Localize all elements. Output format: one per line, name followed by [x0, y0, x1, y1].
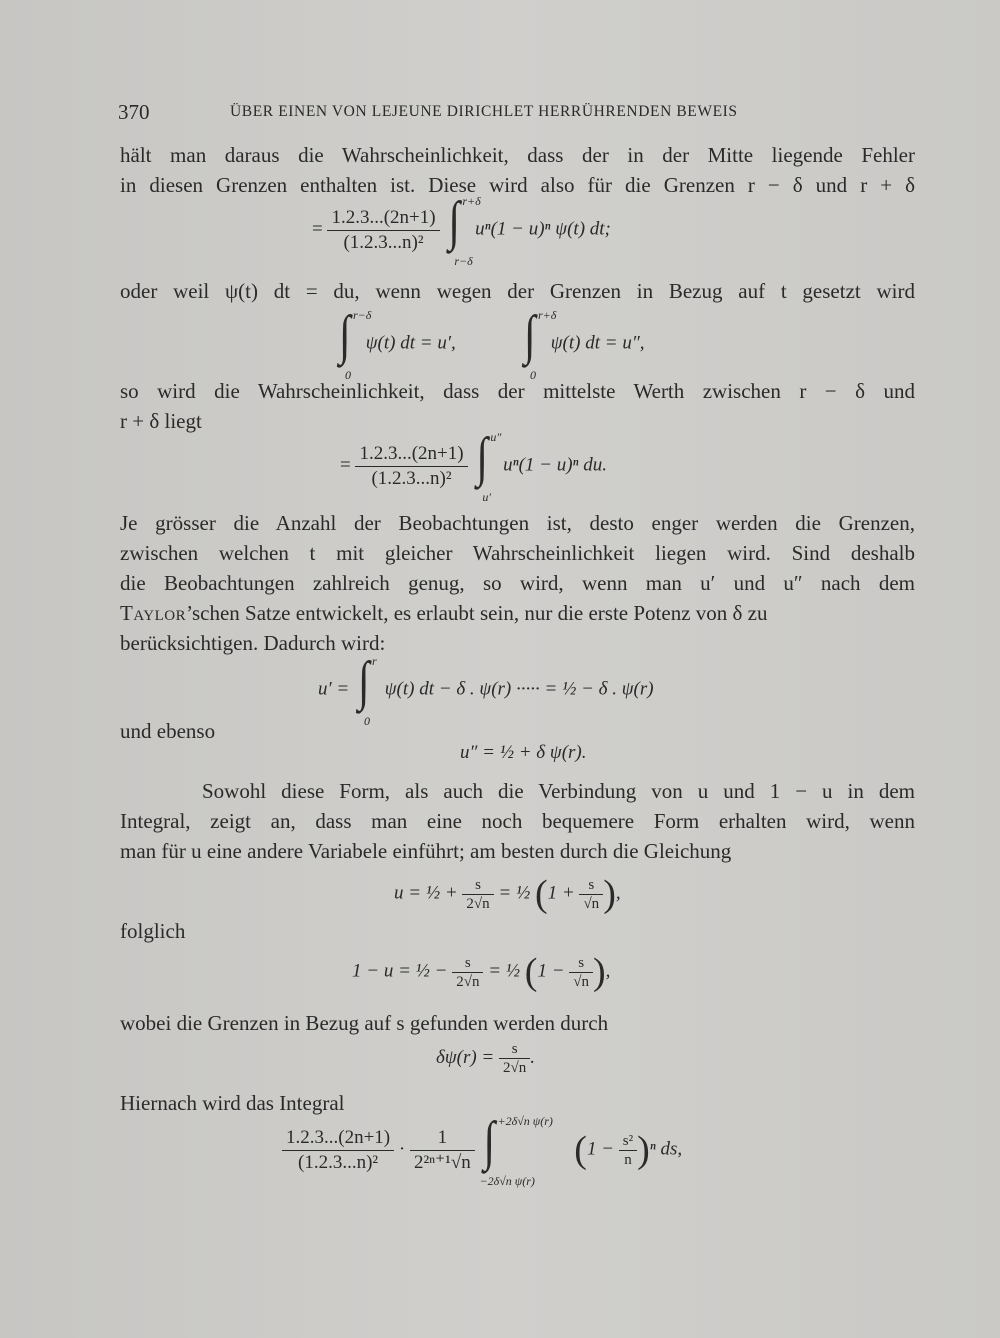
equation-4: u′ = ∫ r 0 ψ(t) dt − δ . ψ(r) ····· = ½ − δ . ψ(r) — [318, 652, 654, 728]
text-line: in diesen Grenzen enthalten ist. Diese wird also für die Grenzen r − δ und r + δ — [120, 173, 915, 197]
integral-sign: ∫ r 0 — [357, 652, 377, 728]
equation-8: δψ(r) = $\frac{s}{2√n}$ . — [436, 1041, 535, 1076]
fraction: $\frac{1}{\text{2²ⁿ⁺¹√n}}$ — [410, 1126, 475, 1175]
text-line: hält man daraus die Wahrscheinlichkeit, dass der in der Mitte liegende Fehler — [120, 143, 915, 167]
integral-sign: ∫ r−δ 0 — [339, 306, 372, 382]
fraction: $\frac{s}{2√n}$ — [452, 954, 483, 991]
text-line: folglich — [120, 919, 186, 943]
text-line: und ebenso — [120, 719, 216, 743]
text-line: so wird die Wahrscheinlichkeit, dass der mittelste Werth zwischen r − δ und — [120, 379, 915, 403]
text-line: r + δ liegt — [120, 409, 202, 433]
running-header — [118, 100, 918, 124]
fraction: $\frac{s}{2√n}$ — [462, 876, 493, 913]
integral-sign: ∫ +2δ√n ψ(r) −2δ√n ψ(r) — [479, 1112, 553, 1188]
text-line: Taylor’schen Satze entwickelt, es erlaubt sein, nur die erste Potenz von δ zu — [120, 601, 768, 625]
fraction: $\frac{s}{√n}$ — [569, 954, 593, 991]
fraction: $\frac{\text{s²}}{n}$ — [619, 1132, 637, 1169]
fraction: $\frac{1.2.3...(2n+1)}{\text{(1.2.3...n)²}}$ — [327, 206, 439, 255]
text-line: Hiernach wird das Integral — [120, 1091, 345, 1115]
integral-sign: ∫ r+δ 0 — [524, 306, 557, 382]
text-line: berücksichtigen. Dadurch wird: — [120, 631, 386, 655]
text-line: Integral, zeigt an, dass man eine noch bequemere Form erhalten wird, wenn — [120, 809, 915, 833]
text-line: Je grösser die Anzahl der Beobachtungen ist, desto enger werden die Grenzen, — [120, 511, 915, 535]
running-title: ÜBER EINEN VON LEJEUNE DIRICHLET HERRÜHRENDEN BEWEIS — [230, 103, 738, 120]
name-taylor: Taylor — [120, 601, 187, 625]
text-line: die Beobachtungen zahlreich genug, so wird, wenn man u′ und u″ nach dem — [120, 571, 915, 595]
text-line: oder weil ψ(t) dt = du, wenn wegen der Grenzen in Bezug auf t gesetzt wird — [120, 279, 915, 303]
equation-5: u″ = ½ + δ ψ(r). — [460, 742, 587, 763]
equation-7: 1 − u = ½ − $\frac{s}{2√n}$ = ½ (1 − $\frac{s}{√n}$ ), — [352, 951, 611, 993]
page-number: 370 — [118, 100, 150, 124]
equation-9: $\frac{1.2.3...(2n+1)}{\text{(1.2.3...n)²}}$ · $\frac{1}{\text{2²ⁿ⁺¹√n}}$ ∫ +2δ√n ψ(r) −2δ√n ψ(r) (1 − $\frac{\text{s²}}{n}$ )ⁿ ds, — [282, 1124, 682, 1176]
equation-2a: ∫ r−δ 0 ψ(t) dt = u′, — [335, 318, 456, 370]
text-line: Sowohl diese Form, als auch die Verbindung von u und 1 − u in dem — [202, 779, 915, 803]
equation-6: u = ½ + $\frac{s}{2√n}$ = ½ (1 + $\frac{s}{√n}$ ), — [394, 873, 621, 915]
text-line: wobei die Grenzen in Bezug auf s gefunden werden durch — [120, 1011, 609, 1035]
fraction: $\frac{s}{√n}$ — [579, 876, 603, 913]
equation-1: = $\frac{1.2.3...(2n+1)}{\text{(1.2.3...n)²}}$ ∫ r+δ r−δ uⁿ(1 − u)ⁿ ψ(t) dt; — [312, 192, 611, 268]
integral-sign: ∫ u″ u′ — [476, 428, 502, 504]
fraction: $\frac{1.2.3...(2n+1)}{\text{(1.2.3...n)²}}$ — [355, 442, 467, 491]
integral-sign: ∫ r+δ r−δ — [448, 192, 481, 268]
fraction: $\frac{s}{2√n}$ — [499, 1040, 530, 1077]
equation-2b: ∫ r+δ 0 ψ(t) dt = u″, — [520, 318, 645, 370]
text-line: zwischen welchen t mit gleicher Wahrscheinlichkeit liegen wird. Sind deshalb — [120, 541, 915, 565]
fraction: $\frac{1.2.3...(2n+1)}{\text{(1.2.3...n)²}}$ — [282, 1126, 394, 1175]
text-line: man für u eine andere Variabele einführt; am besten durch die Gleichung — [120, 839, 732, 863]
equation-3: = $\frac{1.2.3...(2n+1)}{\text{(1.2.3...n)²}}$ ∫ u″ u′ uⁿ(1 − u)ⁿ du. — [340, 428, 608, 504]
